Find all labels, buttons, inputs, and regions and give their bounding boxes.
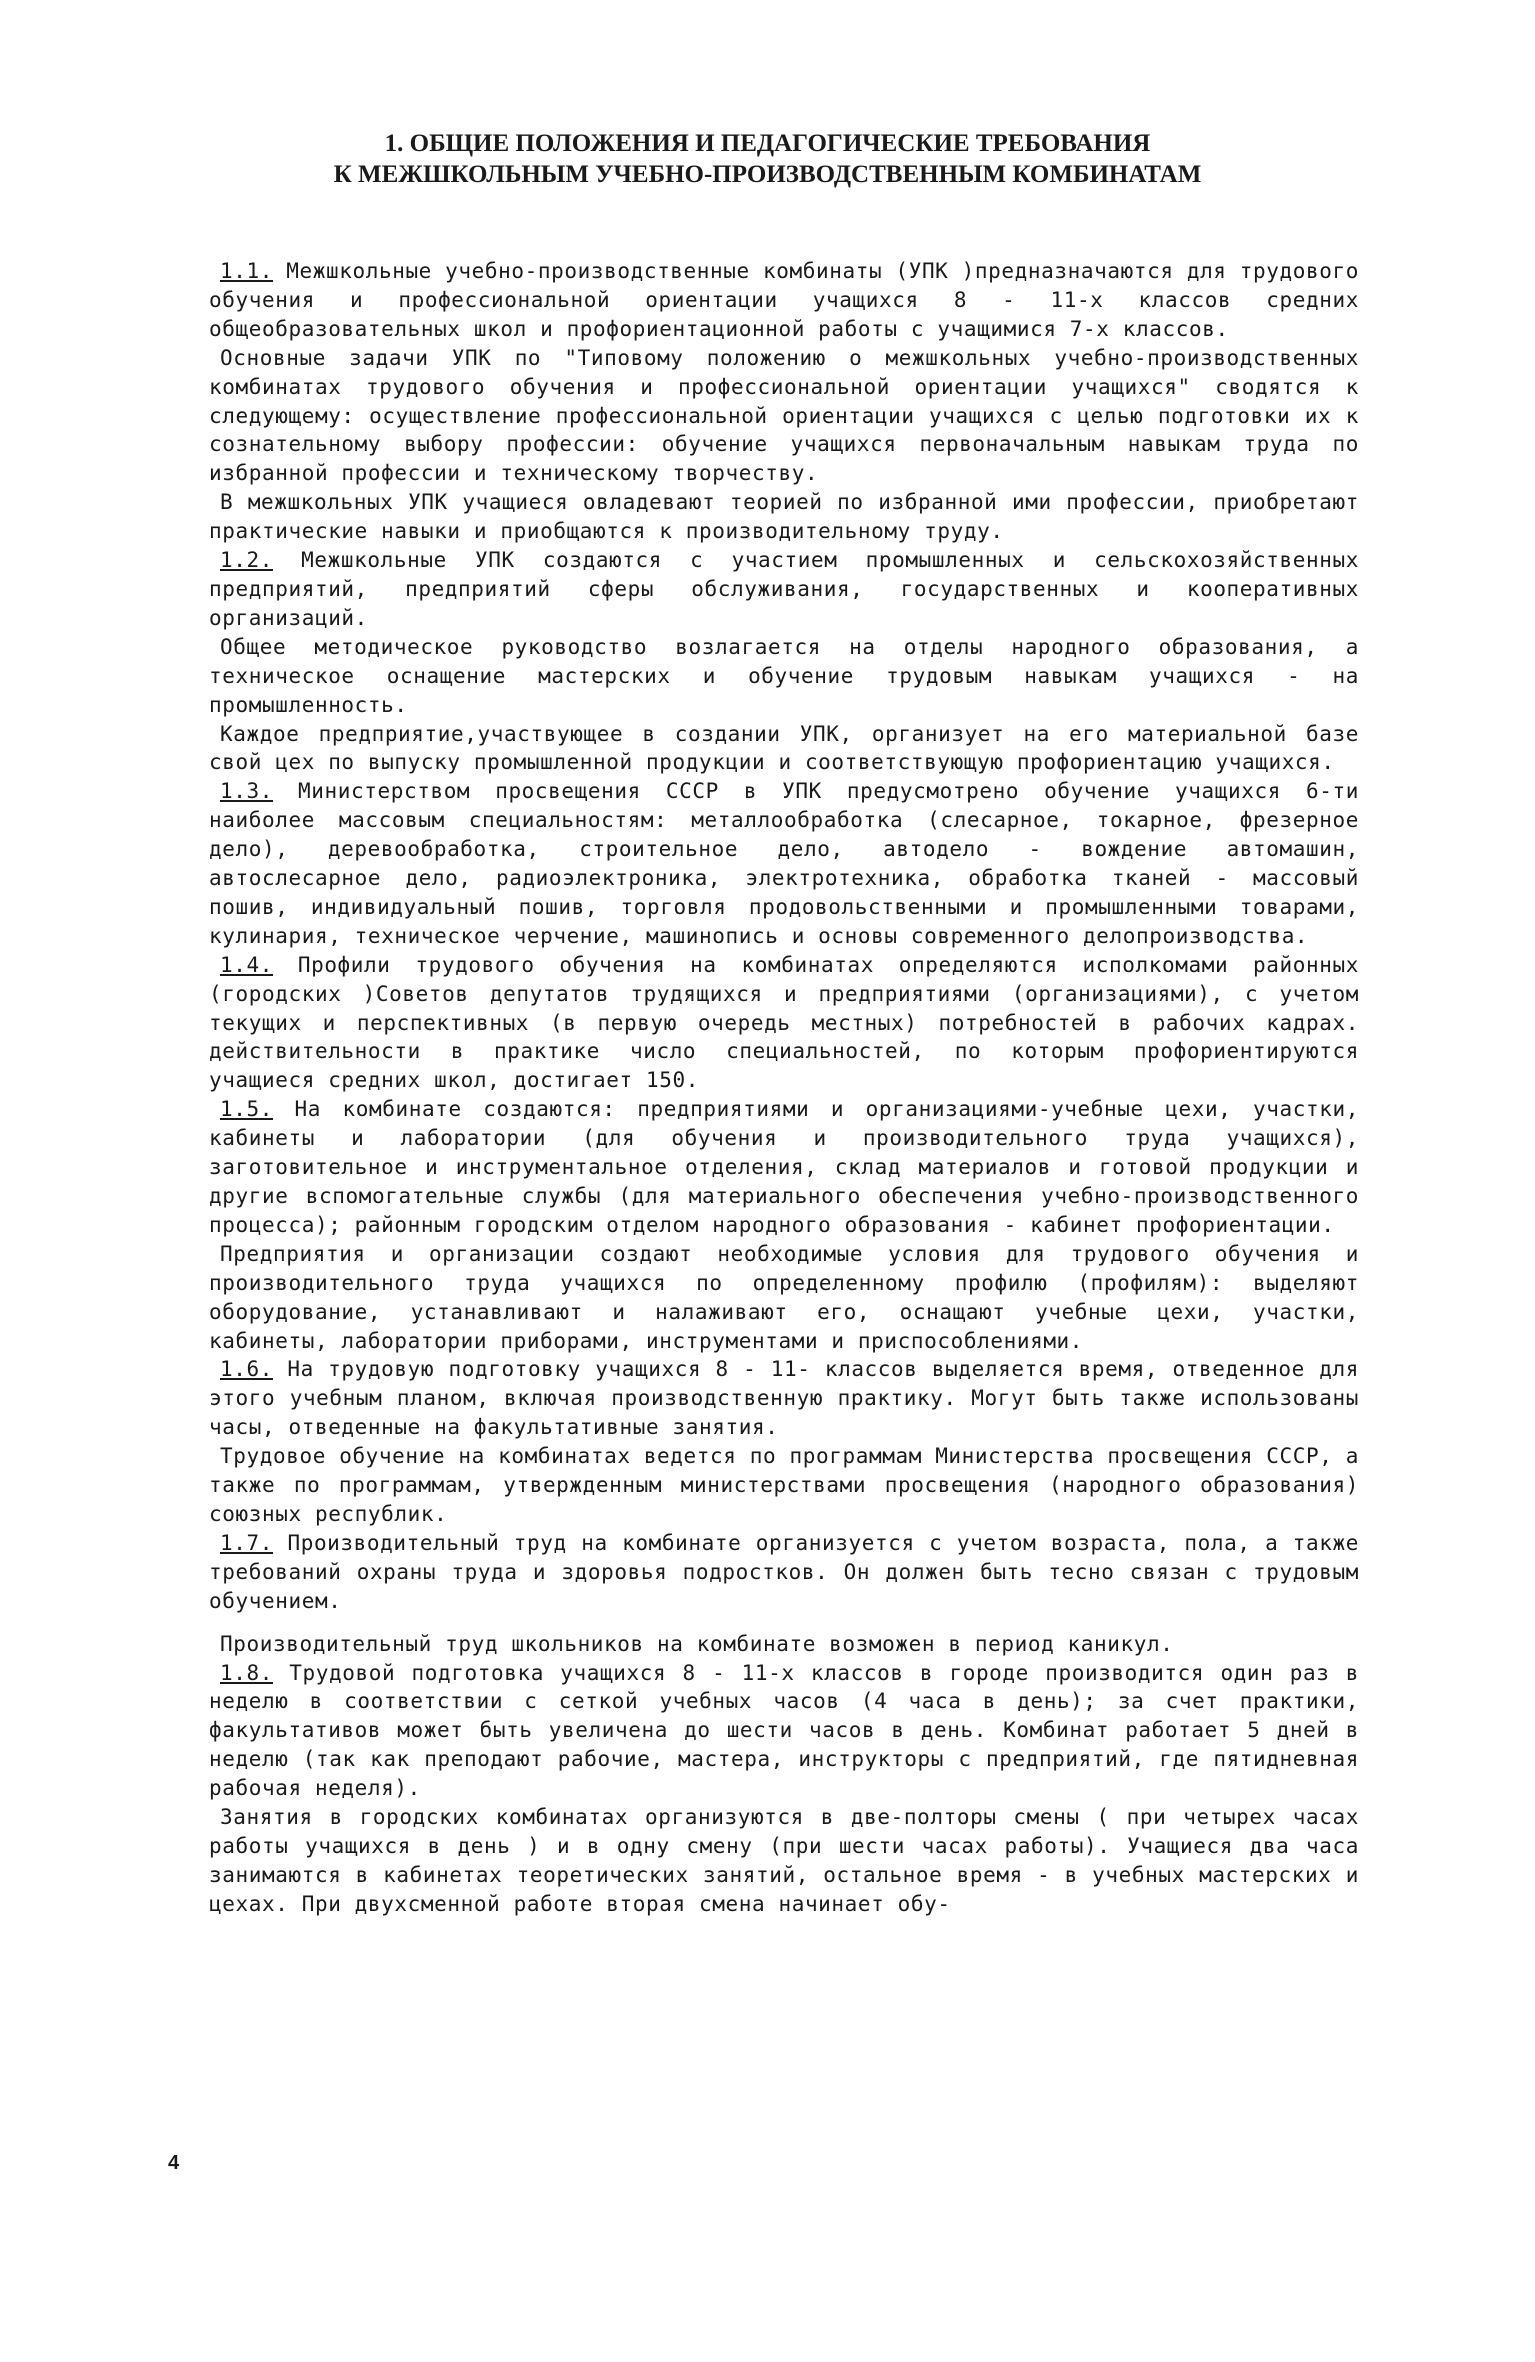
clause-number: 1.1. <box>220 259 273 283</box>
paragraph-text: Основные задачи УПК по "Типовому положению о межшкольных учебно-производственных комбинатах трудового обучения и профессиональной ориентации учащихся" сводятся к следующему: осуществление профессиональной ориентации учащихся с целью подготовки их к сознательному выбору профессии: обучение учащихся первоначальным навыкам труда по избранной профессии и техническому творчеству. <box>209 345 1359 486</box>
clause-number: 1.5. <box>220 1097 273 1122</box>
paragraph <box>209 1095 1359 1240</box>
paragraph-text: На трудовую подготовку учащихся 8 - 11- классов выделяется время, отведенное для этого учебным планом, включая производственную практику. Могут быть также использованы часы, отведенные на факультативные занятия. <box>209 1357 1359 1440</box>
paragraph <box>209 488 1359 546</box>
paragraph-text: Предприятия и организации создают необходимые условия для трудового обучения и производительного труда учащихся по определенному профилю (профилям): выделяют оборудование, устанавливают и налаживают его, оснащают учебные цехи, участки, кабинеты, лаборатории приборами, инструментами и приспособлениями. <box>209 1241 1359 1353</box>
paragraph-text: Трудовое обучение на комбинатах ведется по программам Министерства просвещения СССР, а также по программам, утвержденным министерствами просвещения (народного образования) союзных республик. <box>209 1444 1359 1526</box>
paragraph <box>209 1630 1359 1659</box>
paragraph-text: Производительный труд школьников на комбинате возможен в период каникул. <box>220 1631 1174 1656</box>
paragraph-text: Общее методическое руководство возлагается на отделы народного образования, а техническое оснащение мастерских и обучение трудовым навыкам учащихся - на промышленность. <box>209 634 1359 717</box>
paragraph <box>209 777 1359 950</box>
heading-line-1: 1. ОБЩИЕ ПОЛОЖЕНИЯ И ПЕДАГОГИЧЕСКИЕ ТРЕБОВАНИЯ <box>384 130 1151 157</box>
paragraph <box>209 1355 1359 1442</box>
paragraph-text: Межшкольные учебно-производственные комбинаты (УПК )предназначаются для трудового обучения и профессиональной ориентации учащихся 8 - 11-х классов средних общеобразовательных школ и профориентационной работы с учащимися 7-х классов. <box>209 259 1359 341</box>
paragraph <box>209 1240 1359 1356</box>
paragraph <box>209 633 1359 720</box>
heading-line-2: К МЕЖШКОЛЬНЫМ УЧЕБНО-ПРОИЗВОДСТВЕННЫМ КОМБИНАТАМ <box>333 161 1202 188</box>
paragraph <box>209 1803 1359 1919</box>
paragraph-text: Трудовой подготовка учащихся 8 - 11-х классов в городе производится один раз в неделю в соответствии с сеткой учебных часов (4 часа в день); за счет практики, факультативов может быть увеличена до шести часов в день. Комбинат работает 5 дней в неделю (так как преподают рабочие, мастера, инструкторы с предприятий, где пятидневная рабочая неделя). <box>209 1660 1359 1801</box>
paragraph <box>209 1442 1359 1529</box>
paragraph-text: Каждое предприятие,участвующее в создании УПК, организует на его материальной базе свой цех по выпуску промышленной продукции и соответствующую профориентацию учащихся. <box>209 721 1359 775</box>
paragraph <box>209 1659 1359 1804</box>
clause-number: 1.7. <box>220 1530 273 1555</box>
paragraph-text: Занятия в городских комбинатах организуются в две-полторы смены ( при четырех часах работы учащихся в день ) и в одну смену (при шести часах работы). Учащиеся два часа занимаются в кабинетах теоретических занятий, остальное время - в учебных мастерских и цехах. При двухсменной работе вторая смена начинает обу- <box>209 1805 1359 1916</box>
clause-number: 1.3. <box>220 779 273 804</box>
paragraph-text: Министерством просвещения СССР в УПК предусмотрено обучение учащихся 6-ти наиболее массовым специальностям: металлообработка (слесарное, токарное, фрезерное дело), деревообработка, строительное дело, автодело - вождение автомашин, автослесарное дело, радиоэлектроника, электротехника, обработка тканей - массовый пошив, индивидуальный пошив, торговля продовольственными и промышленными товарами, кулинария, техническое черчение, машинопись и основы современного делопроизводства. <box>209 779 1359 948</box>
clause-number: 1.6. <box>220 1357 273 1382</box>
paragraph-text: На комбинате создаются: предприятиями и организациями-учебные цехи, участки, кабинеты и лаборатории (для обучения и производительного труда учащихся), заготовительное и инструментальное отделения, склад материалов и готовой продукции и другие вспомогательные службы (для материального обеспечения учебно-производственного процесса); районным городским отделом народного образования - кабинет профориентации. <box>209 1097 1359 1237</box>
section-heading <box>150 128 1385 190</box>
paragraph <box>209 344 1359 489</box>
paragraph <box>209 257 1359 344</box>
paragraph <box>209 1529 1359 1616</box>
paragraph-text: Межшкольные УПК создаются с участием промышленных и сельскохозяйственных предприятий, предприятий сферы обслуживания, государственных и кооперативных организаций. <box>209 548 1359 630</box>
paragraph-text: Профили трудового обучения на комбинатах определяются исполкомами районных (городских )Советов депутатов трудящихся и предприятиями (организациями), с учетом текущих и перспективных (в первую очередь местных) потребностей в рабочих кадрах. действительности в практике число специальностей, по которым профориентируются учащиеся средних школ, достигает 150. <box>209 952 1359 1093</box>
clause-number: 1.8. <box>220 1660 273 1685</box>
page-number: 4 <box>168 2152 180 2174</box>
paragraph-text: В межшкольных УПК учащиеся овладевают теорией по избранной ими профессии, приобретают практические навыки и приобщаются к производительному труду. <box>209 490 1359 544</box>
paragraph <box>209 720 1359 778</box>
paragraph <box>209 546 1359 633</box>
paragraph-text: Производительный труд на комбинате организуется с учетом возраста, пола, а также требований охраны труда и здоровья подростков. Он должен быть тесно связан с трудовым обучением. <box>209 1530 1359 1613</box>
clause-number: 1.4. <box>220 952 273 977</box>
paragraph <box>209 951 1359 1096</box>
body-text <box>209 257 1359 1919</box>
clause-number: 1.2. <box>220 548 273 573</box>
